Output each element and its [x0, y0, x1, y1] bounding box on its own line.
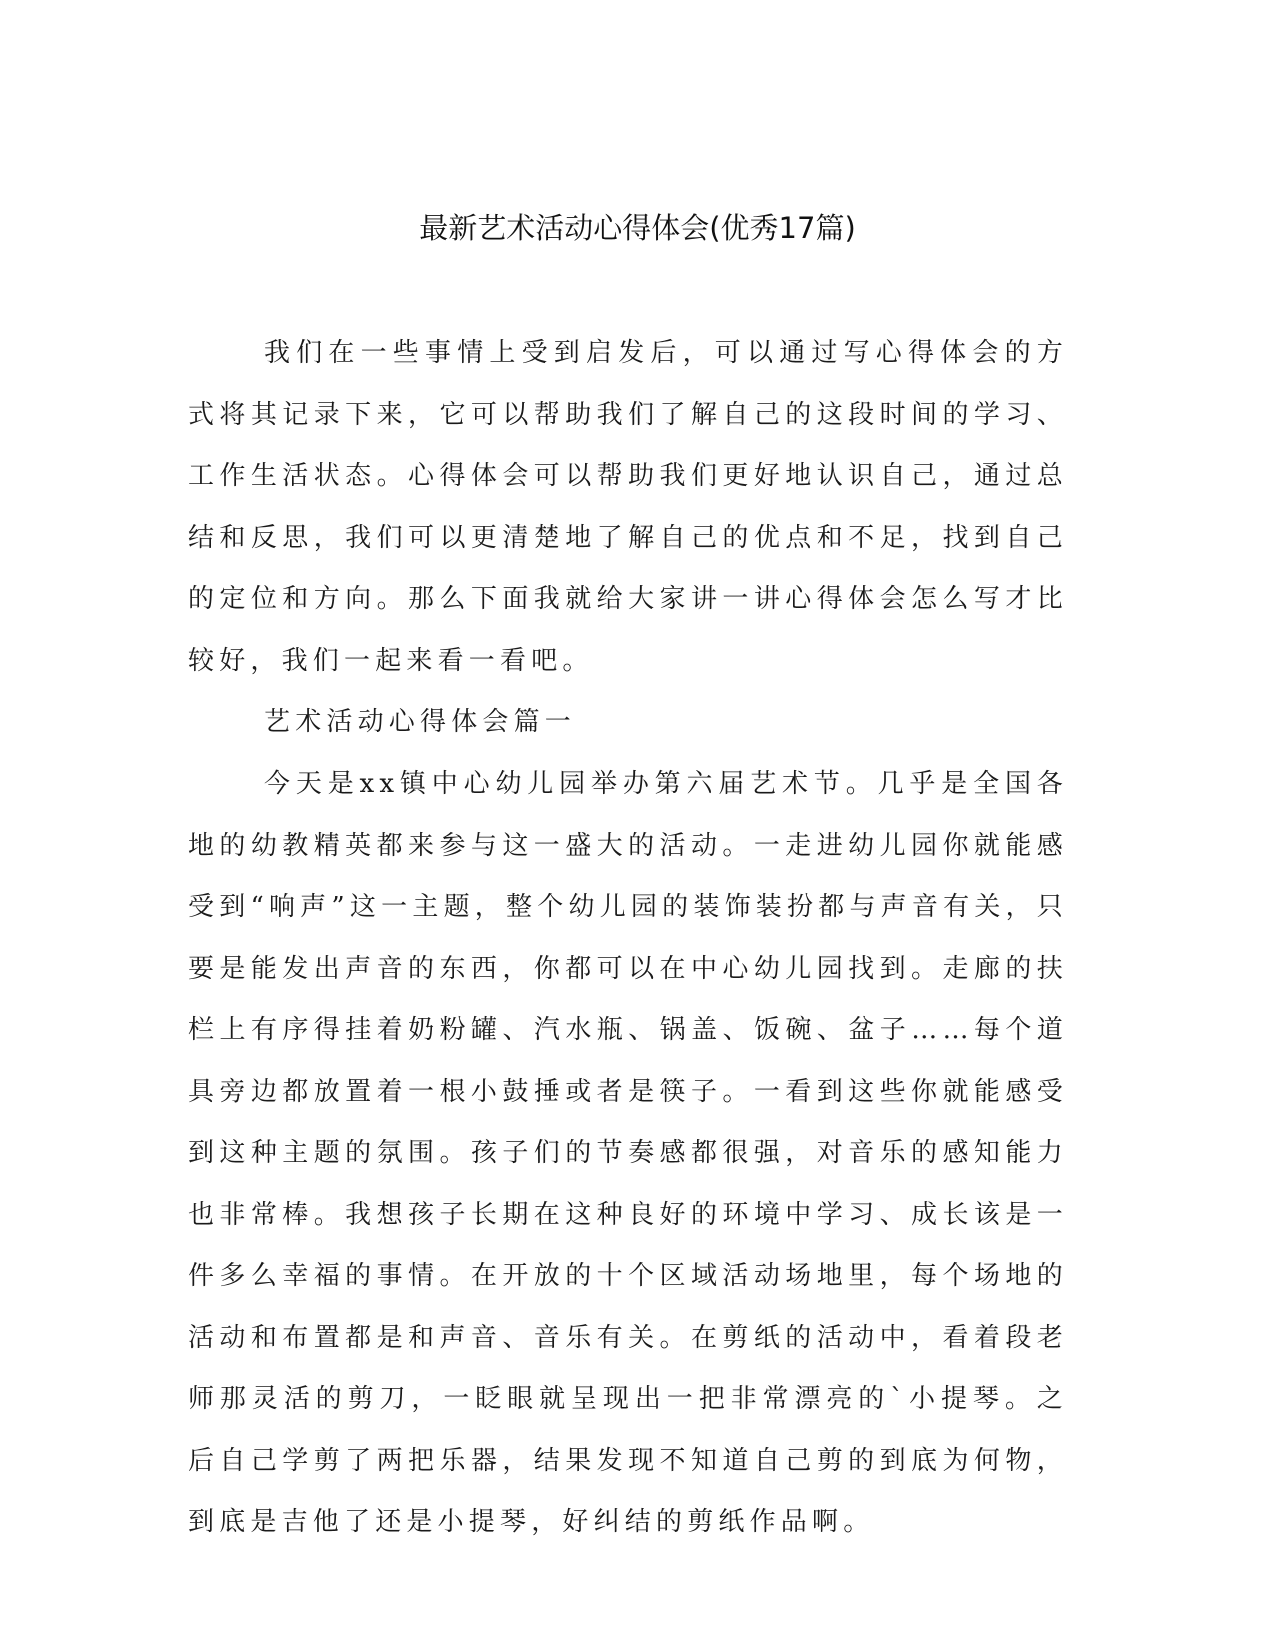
document-title: 最新艺术活动心得体会(优秀17篇)	[419, 211, 856, 245]
section-paragraph: 今天是xx镇中心幼儿园举办第六届艺术节。几乎是全国各地的幼教精英都来参与这一盛大的活动。一走进幼儿园你就能感受到“响声”这一主题，整个幼儿园的装饰装扮都与声音有关，只要是能发出声音的东西，你都可以在中心幼儿园找到。走廊的扶栏上有序得挂着奶粉罐、汽水瓶、锅盖、饭碗、盆子……每个道具旁边都放置着一根小鼓捶或者是筷子。一看到这些你就能感受到这种主题的氛围。孩子们的节奏感都很强，对音乐的感知能力也非常棒。我想孩子长期在这种良好的环境中学习、成长该是一件多么幸福的事情。在开放的十个区域活动场地里，每个场地的活动和布置都是和声音、音乐有关。在剪纸的活动中，看着段老师那灵活的剪刀，一眨眼就呈现出一把非常漂亮的`小提琴。之后自己学剪了两把乐器，结果发现不知道自己剪的到底为何物，到底是吉他了还是小提琴，好纠结的剪纸作品啊。	[188, 769, 1068, 1537]
intro-paragraph: 我们在一些事情上受到启发后，可以通过写心得体会的方式将其记录下来，它可以帮助我们了解自己的这段时间的学习、工作生活状态。心得体会可以帮助我们更好地认识自己，通过总结和反思，我们可以更清楚地了解自己的优点和不足，找到自己的定位和方向。那么下面我就给大家讲一讲心得体会怎么写才比较好，我们一起来看一看吧。	[188, 338, 1068, 676]
section-heading: 艺术活动心得体会篇一	[264, 707, 577, 737]
